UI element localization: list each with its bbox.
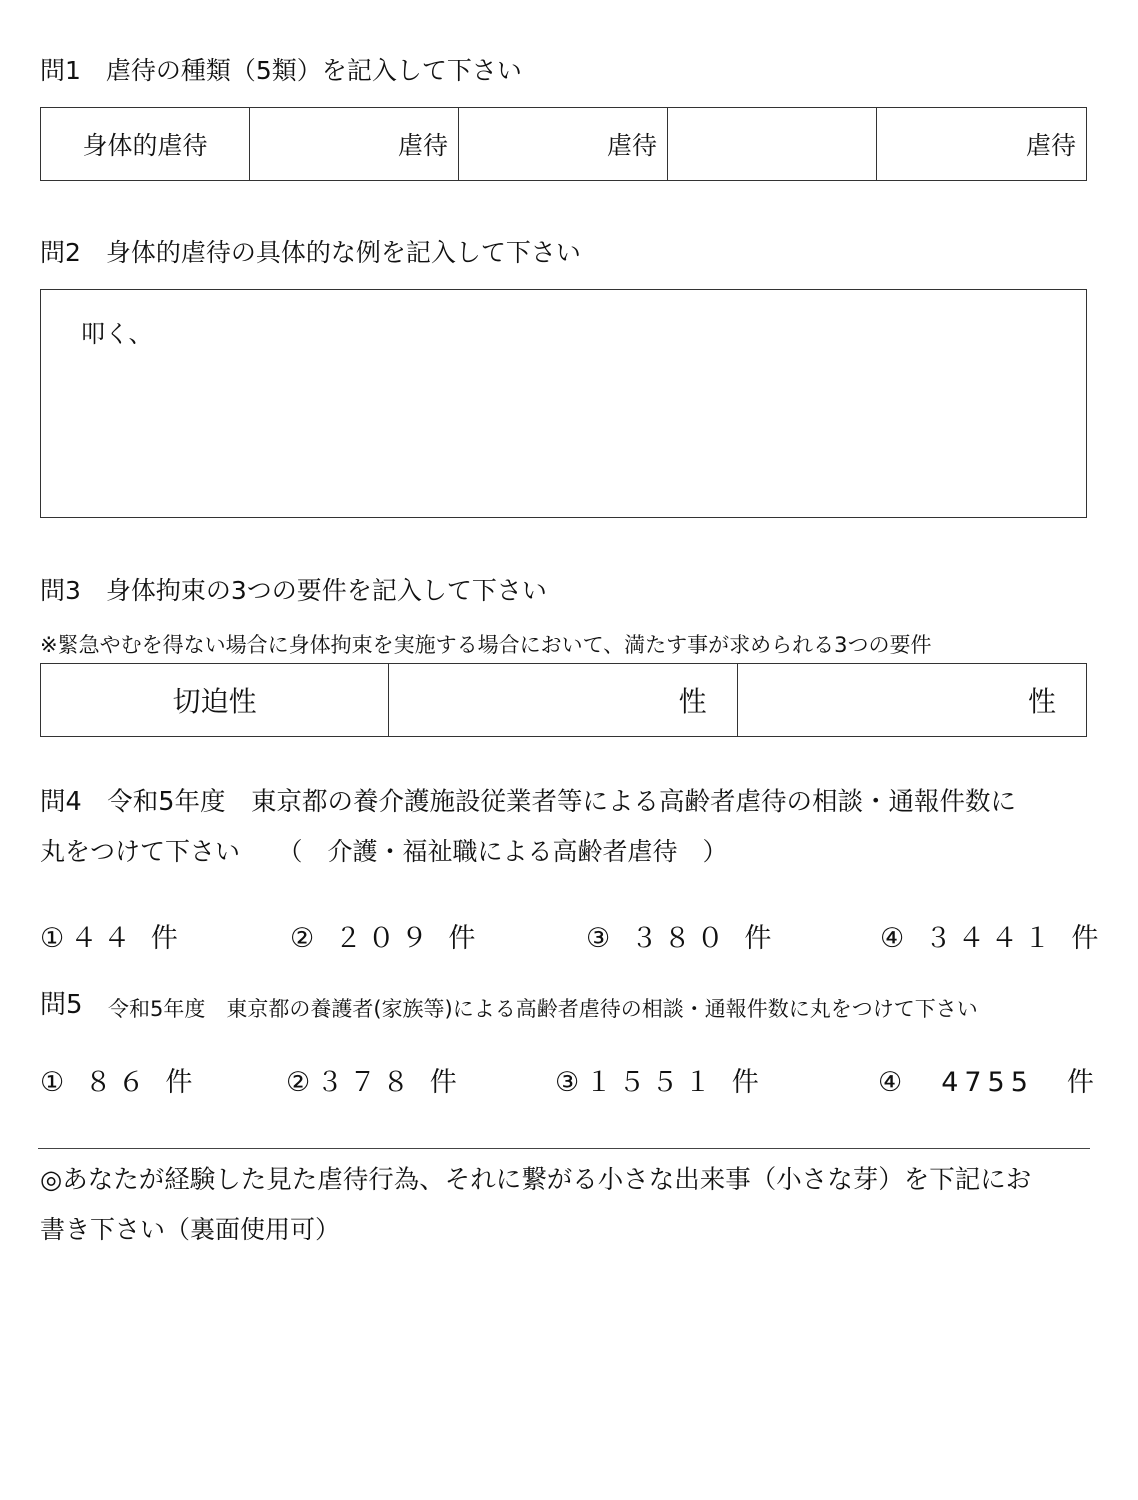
q2-answer-box[interactable] [40,289,1087,518]
q3-cell-2[interactable]: 性 [389,664,737,736]
section-divider [38,1148,1090,1149]
q3-cell-1[interactable]: 切迫性 [41,664,389,736]
q5-title: 令和5年度 東京都の養護者(家族等)による高齢者虐待の相談・通報件数に丸をつけて下さい [108,997,978,1021]
q5-choice-2[interactable]: ②３７８ 件 [286,1067,463,1098]
q2-answer-text: 叩く、 [81,320,153,348]
q3-answer-table [40,663,1087,737]
free-response-area[interactable] [40,1260,1087,1480]
free-response-prompt-line2: 書き下さい（裏面使用可） [40,1215,341,1244]
free-response-prompt-line1: ◎あなたが経験した見た虐待行為、それに繋がる小さな出来事（小さな芽）を下記にお [40,1165,1032,1195]
q3-title: 問3 身体拘束の3つの要件を記入して下さい [40,576,547,605]
q4-choice-2[interactable]: ② ２０９ 件 [290,923,482,954]
q2-title: 問2 身体的虐待の具体的な例を記入して下さい [40,238,581,267]
q3-cell-3[interactable]: 性 [1027,685,1056,718]
q4-title-line2: 丸をつけて下さい （ 介護・福祉職による高齢者虐待 ） [40,837,728,866]
q4-choice-3[interactable]: ③ ３８０ 件 [586,923,778,954]
q1-cell-5[interactable]: 虐待 [1025,131,1076,160]
q4-title-line1: 問4 令和5年度 東京都の養介護施設従業者等による高齢者虐待の相談・通報件数に [40,787,1016,817]
q5-label: 問5 [40,990,83,1020]
q4-choice-4[interactable]: ④ ３４４１ 件 [880,923,1105,954]
q5-choice-3[interactable]: ③１５５１ 件 [555,1067,765,1098]
q1-cell-1[interactable]: 身体的虐待 [41,108,250,180]
q3-note: ※緊急やむを得ない場合に身体拘束を実施する場合において、満たす事が求められる3つの要件 [40,633,932,657]
q1-title: 問1 虐待の種類（5類）を記入して下さい [40,56,522,85]
q4-choice-1[interactable]: ①４４ 件 [40,923,184,954]
q1-cell-3[interactable]: 虐待 [459,108,668,180]
q1-cell-4[interactable] [668,108,877,180]
q1-answer-table [40,107,1087,181]
q5-choice-4[interactable]: ④ 4755 件 [878,1067,1100,1098]
q1-cell-2[interactable]: 虐待 [250,108,459,180]
q5-choice-1[interactable]: ① ８６ 件 [40,1067,199,1098]
